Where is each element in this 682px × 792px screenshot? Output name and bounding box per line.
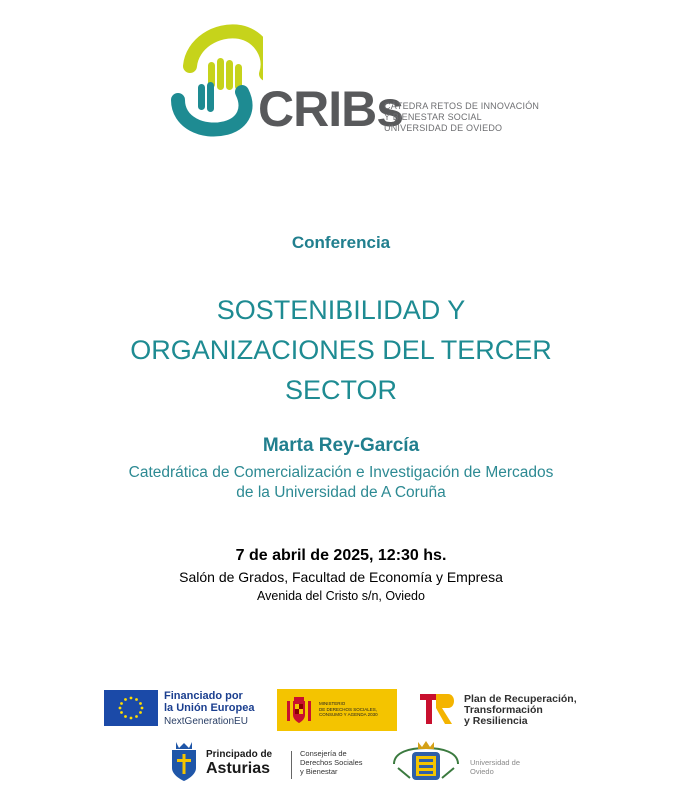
asturias-label: Principado de Asturias bbox=[206, 749, 273, 777]
prtr-label: Plan de Recuperación, Transformación y Resiliencia bbox=[464, 693, 577, 727]
event-address: Avenida del Cristo s/n, Oviedo bbox=[257, 589, 425, 603]
asturias-coat-of-arms-icon bbox=[168, 740, 200, 782]
prtr-logo-icon bbox=[418, 690, 458, 728]
event-venue: Salón de Grados, Facultad de Economía y Empresa bbox=[179, 569, 503, 585]
cribs-tagline: CÁTEDRA RETOS DE INNOVACIÓN Y BIENESTAR SOCIAL UNIVERSIDAD DE OVIEDO bbox=[384, 101, 540, 133]
eu-flag-icon bbox=[104, 690, 158, 726]
event-title: SOSTENIBILIDAD Y ORGANIZACIONES DEL TERCER SECTOR bbox=[130, 295, 552, 405]
consejeria-label: Consejería de Derechos Sociales y Bienestar bbox=[300, 749, 363, 776]
uniovi-seal-icon bbox=[388, 738, 464, 784]
speaker-role: Catedrática de Comercialización e Investigación de Mercados de la Universidad de A Coruña bbox=[128, 464, 554, 501]
event-datetime: 7 de abril de 2025, 12:30 hs. bbox=[235, 547, 447, 564]
spain-coat-of-arms-icon bbox=[285, 695, 313, 725]
cribs-hand-mark-icon bbox=[168, 22, 263, 140]
footer-divider bbox=[291, 751, 292, 779]
ministry-label: MINISTERIO DE DERECHOS SOCIALES, CONSUMO Y AGENDA 2030 bbox=[319, 701, 378, 717]
event-type: Conferencia bbox=[291, 233, 391, 252]
ministry-logo bbox=[277, 689, 397, 731]
cribs-wordmark: CRIBs bbox=[258, 81, 404, 137]
speaker-name: Marta Rey-García bbox=[262, 435, 420, 456]
cribs-logo bbox=[168, 22, 540, 140]
eu-funding-label: Financiado por la Unión Europea NextGenerationEU bbox=[164, 690, 255, 727]
uniovi-label: Universidad de Oviedo bbox=[470, 758, 521, 776]
